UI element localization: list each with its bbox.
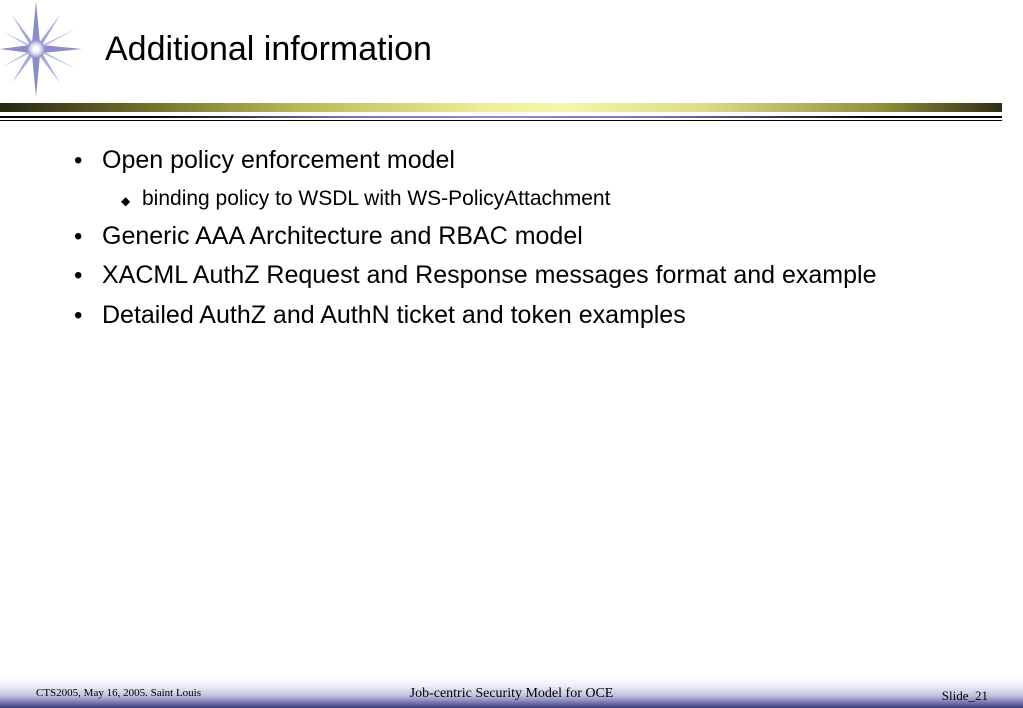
bullet-text: XACML AuthZ Request and Response messages format and example (102, 261, 877, 289)
bullet-text: Generic AAA Architecture and RBAC model (102, 222, 583, 250)
bullet-text: Open policy enforcement model (102, 146, 455, 174)
bullet-icon: • (74, 262, 83, 289)
bullet-text: Detailed AuthZ and AuthN ticket and token examples (102, 301, 686, 329)
bullet-icon: • (74, 302, 83, 329)
list-item (74, 262, 877, 290)
bullet-icon: • (74, 223, 83, 250)
title-rule-gold (0, 103, 1002, 112)
slide-title: Additional information (105, 30, 432, 68)
bullet-icon: • (74, 147, 83, 174)
title-rule-black (0, 120, 1002, 121)
list-item (74, 147, 455, 175)
sub-bullet-text: binding policy to WSDL with WS-PolicyAttachment (142, 187, 611, 210)
footer-event: CTS2005, May 16, 2005. Saint Louis (36, 687, 202, 699)
diamond-bullet-icon: ◆ (121, 194, 131, 208)
sub-list-item (121, 187, 610, 210)
footer-title: Job-centric Security Model for OCE (409, 686, 614, 701)
title-rule-blue (0, 116, 1002, 118)
list-item (74, 223, 583, 251)
starburst-logo-icon (0, 0, 84, 104)
slide-number: Slide_21 (941, 688, 988, 703)
list-item (74, 302, 686, 330)
